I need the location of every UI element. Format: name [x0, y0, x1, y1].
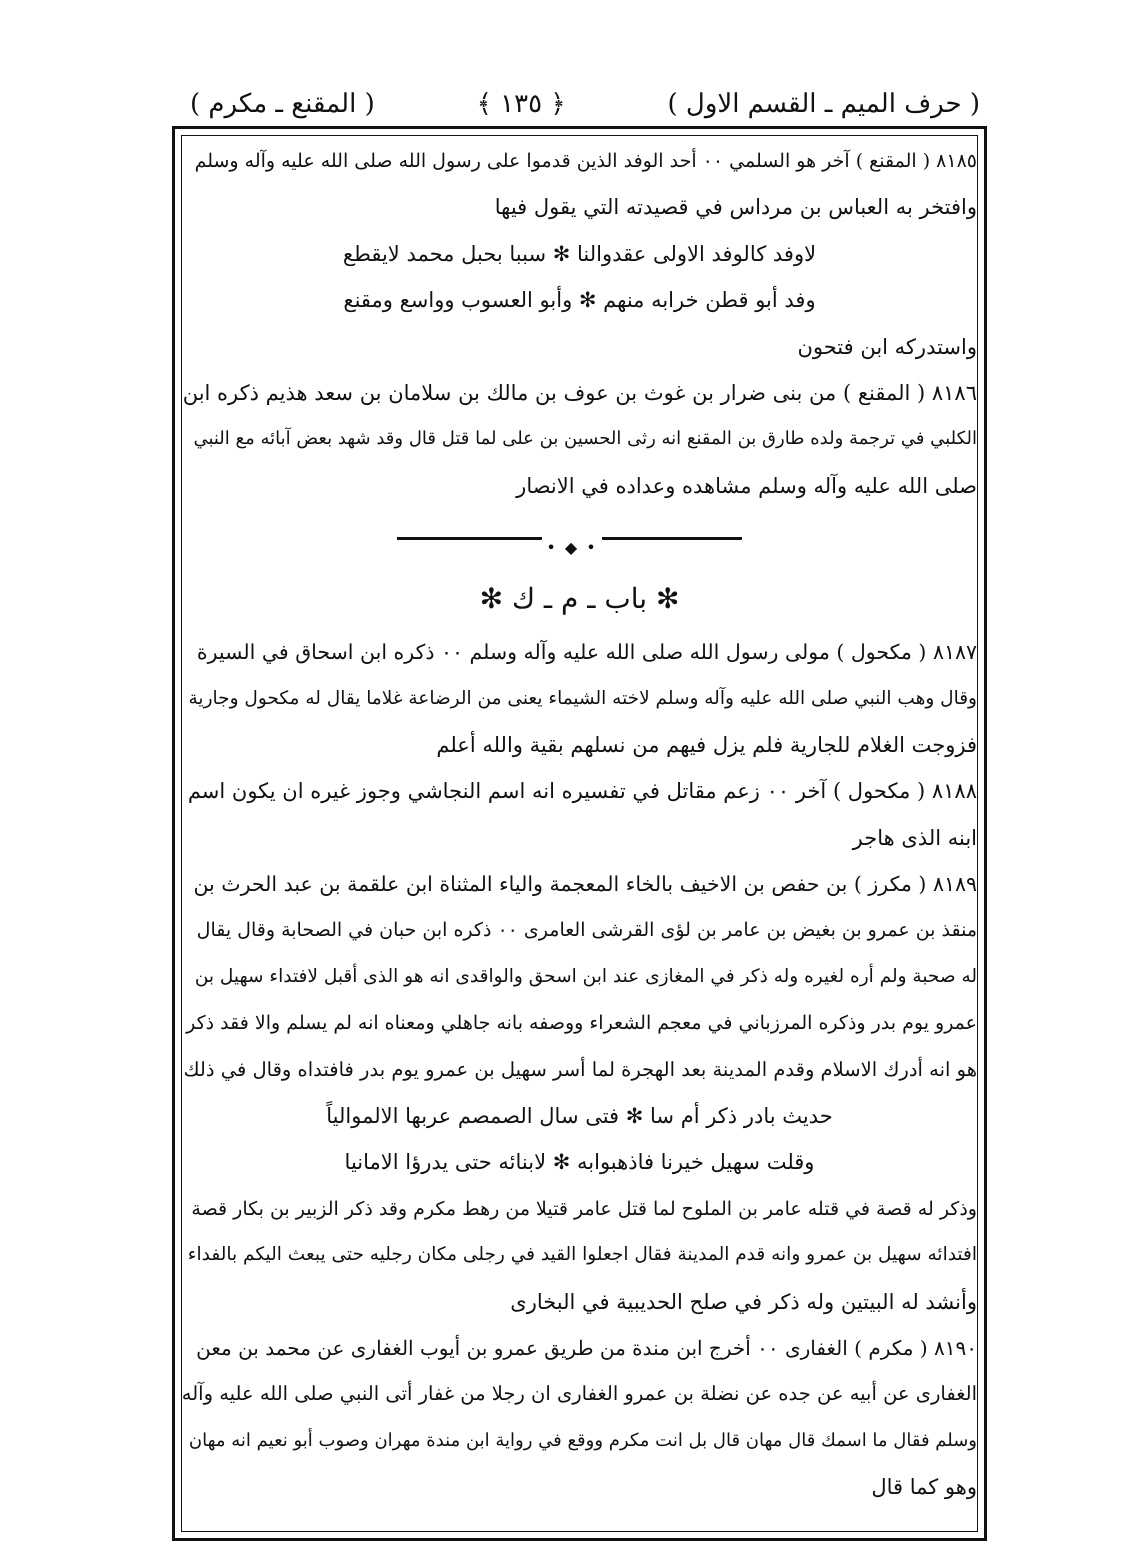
entry-8188-line-2: ابنه الذى هاجر	[852, 825, 977, 850]
entry-8189-line-5: هو انه أدرك الاسلام وقدم المدينة بعد الهجرة لما أسر سهيل بن عمرو يوم بدر فافتداه وقال في ذلك	[183, 1057, 977, 1081]
page-number: ﴿ ١٣٥ ﴾	[476, 89, 566, 119]
running-header	[190, 78, 980, 130]
text-body	[182, 138, 977, 1511]
entry-8189-line-4: عمرو يوم بدر وذكره المرزباني في معجم الشعراء ووصفه بانه جاهلي ومعناه انه لم يسلم والا فقد ذكر	[186, 1012, 977, 1035]
entry-8189-line-8: وأنشد له البيتين وله ذكر في صلح الحديبية في البخارى	[510, 1289, 977, 1314]
divider-ornament: • ◆ •	[542, 525, 602, 571]
entry-8186-line-3: صلى الله عليه وآله وسلم مشاهده وعداده في الانصار	[516, 473, 977, 498]
verse-line-1: لاوفد كالوفد الاولى عقدوالنا ✻ سببا بحبل محمد لايقطع	[342, 241, 817, 266]
verse-line-3: حديث بادر ذكر أم سا ✻ فتى سال الصمصم عربها الالموالياً	[326, 1104, 833, 1129]
entry-8190-line-2: الغفارى عن أبيه عن جده عن نضلة بن عمرو الغفارى ان رجلا من غفار أتى النبي صلى الله عليه وآله	[182, 1382, 977, 1406]
entry-8190-line-1: ٨١٩٠ ( مكرم ) الغفارى ٠٠ أخرج ابن مندة من طريق عمرو بن أيوب الغفارى عن محمد بن معن	[196, 1335, 977, 1360]
entry-8189-line-3: له صحبة ولم أره لغيره وله ذكر في المغازى عند ابن اسحق والواقدى انه هو الذى أقبل لافتداء سهيل بن	[194, 965, 977, 987]
entry-8189-line-1: ٨١٨٩ ( مكرز ) بن حفص بن الاخيف بالخاء المعجمة والياء المثناة ابن علقمة بن عبد الحرث بن	[193, 872, 977, 897]
entry-8188-line-1: ٨١٨٨ ( مكحول ) آخر ٠٠ زعم مقاتل في تفسيره انه اسم النجاشي وجوز غيره ان يكون اسم	[187, 779, 977, 804]
verse-line-4: وقلت سهيل خيرنا فاذهبوابه ✻ لابنائه حتى يدرؤا الامانيا	[344, 1150, 815, 1175]
section-divider	[182, 509, 977, 569]
entry-8189-line-6: وذكر له قصة في قتله عامر بن الملوح لما قتل عامر قتيلا من رهط مكرم وقد ذكر الزبير بن بكار قصة	[191, 1197, 977, 1220]
chapter-heading: ✻ باب ـ م ـ ك ✻	[479, 582, 680, 616]
entry-8186-line-2: الكلبي في ترجمة ولده طارق بن المقنع انه رثى الحسين بن على لما قتل قال وقد شهد بعض آبائه مع النبي	[193, 428, 977, 450]
verse-line-2: وفد أبو قطن خرابه منهم ✻ وأبو العسوب وواسع ومقنع	[343, 288, 816, 313]
entry-8190-line-3: وسلم فقال ما اسمك قال مهان قال بل انت مكرم ووقع في رواية ابن مندة مهران وصوب أبو نعيم انه مهان	[188, 1429, 977, 1451]
entry-8187-line-2: وقال وهب النبي صلى الله عليه وآله وسلم لاخته الشيماء يعنى من الرضاعة غلاما يقال له مكحول وجارية	[188, 687, 977, 709]
header-left: ( المقنع ـ مكرم )	[190, 89, 375, 119]
entry-8189-line-7: افتدائه سهيل بن عمرو وانه قدم المدينة فقال اجعلوا القيد في رجلى مكان رجليه حتى يبعث اليكم بالفداء	[187, 1244, 977, 1266]
entry-8185-line-1: ٨١٨٥ ( المقنع ) آخر هو السلمي ٠٠ أحد الوفد الذين قدموا على رسول الله صلى الله عليه وآله وسلم	[194, 150, 977, 172]
entry-8185-line-2: وافتخر به العباس بن مرداس في قصيدته التي يقول فيها	[494, 195, 977, 220]
entry-8185-line-3: واستدركه ابن فتحون	[797, 334, 977, 359]
entry-8189-line-2: منقذ بن عمرو بن بغيض بن عامر بن لؤى القرشى العامرى ٠٠ ذكره ابن حبان في الصحابة وقال يقال	[196, 919, 977, 942]
entry-8186-line-1: ٨١٨٦ ( المقنع ) من بنى ضرار بن غوث بن عوف بن مالك بن سلامان بن سعد هذيم ذكره ابن	[182, 380, 977, 405]
header-right: ( حرف الميم ـ القسم الاول )	[667, 89, 980, 119]
entry-8187-line-1: ٨١٨٧ ( مكحول ) مولى رسول الله صلى الله عليه وآله وسلم ٠٠ ذكره ابن اسحاق في السيرة	[196, 640, 977, 665]
entry-8187-line-3: فزوجت الغلام للجارية فلم يزل فيهم من نسلهم بقية والله أعلم	[436, 732, 977, 757]
entry-8190-line-4: وهو كما قال	[871, 1475, 977, 1500]
